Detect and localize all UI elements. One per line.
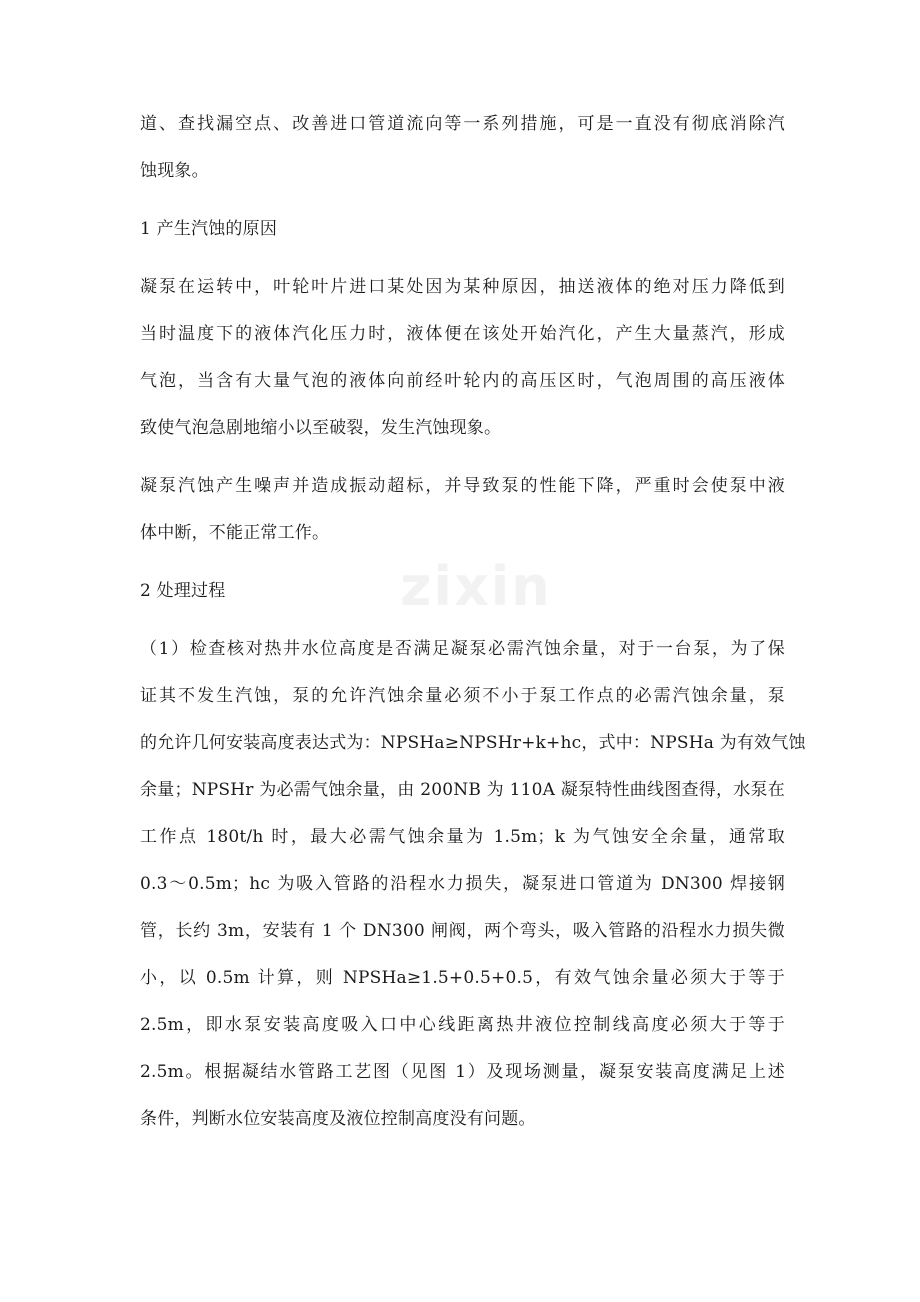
text-line: 工作点 180t/h 时，最大必需气蚀余量为 1.5m；k 为气蚀安全余量，通常取 xyxy=(140,827,785,847)
watermark: zixin xyxy=(400,555,552,618)
text-line: 小，以 0.5m 计算，则 NPSHa≥1.5+0.5+0.5，有效气蚀余量必须大于等于 xyxy=(140,968,785,988)
text-line: 条件，判断水位安装高度及液位控制高度没有问题。 xyxy=(140,1109,536,1129)
text-line: 凝泵汽蚀产生噪声并造成振动超标，并导致泵的性能下降，严重时会使泵中液 xyxy=(140,476,785,496)
text-line: 致使气泡急剧地缩小以至破裂，发生汽蚀现象。 xyxy=(140,418,502,438)
text-line: 凝泵在运转中，叶轮叶片进口某处因为某种原因，抽送液体的绝对压力降低到 xyxy=(140,277,785,297)
text-line: 体中断，不能正常工作。 xyxy=(140,523,330,543)
section-heading xyxy=(140,568,785,615)
text-line: 0.3～0.5m；hc 为吸入管路的沿程水力损失，凝泵进口管道为 DN300 焊接钢 xyxy=(140,874,785,894)
paragraph xyxy=(140,101,785,195)
text-line: 气泡，当含有大量气泡的液体向前经叶轮内的高压区时，气泡周围的高压液体 xyxy=(140,371,785,391)
paragraph-spacer xyxy=(140,253,785,264)
paragraph-spacer xyxy=(140,615,785,626)
text-line: 证其不发生汽蚀，泵的允许汽蚀余量必须不小于泵工作点的必需汽蚀余量，泵 xyxy=(140,686,785,706)
text-line: 当时温度下的液体汽化压力时，液体便在该处开始汽化，产生大量蒸汽，形成 xyxy=(140,324,785,344)
document-body xyxy=(140,101,806,1143)
paragraph xyxy=(140,264,785,452)
text-line: 2.5m。根据凝结水管路工艺图（见图 1）及现场测量，凝泵安装高度满足上述 xyxy=(140,1062,785,1082)
text-line: （1）检查核对热井水位高度是否满足凝泵必需汽蚀余量，对于一台泵，为了保 xyxy=(140,639,785,659)
paragraph-spacer xyxy=(140,452,785,463)
paragraph xyxy=(140,463,785,557)
section-heading xyxy=(140,206,785,253)
text-line: 道、查找漏空点、改善进口管道流向等一系列措施，可是一直没有彻底消除汽 xyxy=(140,114,785,134)
text-line: 余量；NPSHr 为必需气蚀余量，由 200NB 为 110A 凝泵特性曲线图查得，水泵在 xyxy=(140,780,785,800)
paragraph xyxy=(140,626,806,1143)
text-line: 1 产生汽蚀的原因 xyxy=(140,219,278,239)
text-line: 2 处理过程 xyxy=(140,581,226,601)
text-line: 管，长约 3m，安装有 1 个 DN300 闸阀，两个弯头，吸入管路的沿程水力损失微 xyxy=(140,921,785,941)
text-line: 的允许几何安装高度表达式为：NPSHa≥NPSHr+k+hc，式中：NPSHa 为有效气蚀 xyxy=(140,733,806,753)
paragraph-spacer xyxy=(140,195,785,206)
text-line: 蚀现象。 xyxy=(140,161,209,181)
paragraph-spacer xyxy=(140,557,785,568)
text-line: 2.5m，即水泵安装高度吸入口中心线距离热井液位控制线高度必须大于等于 xyxy=(140,1015,785,1035)
